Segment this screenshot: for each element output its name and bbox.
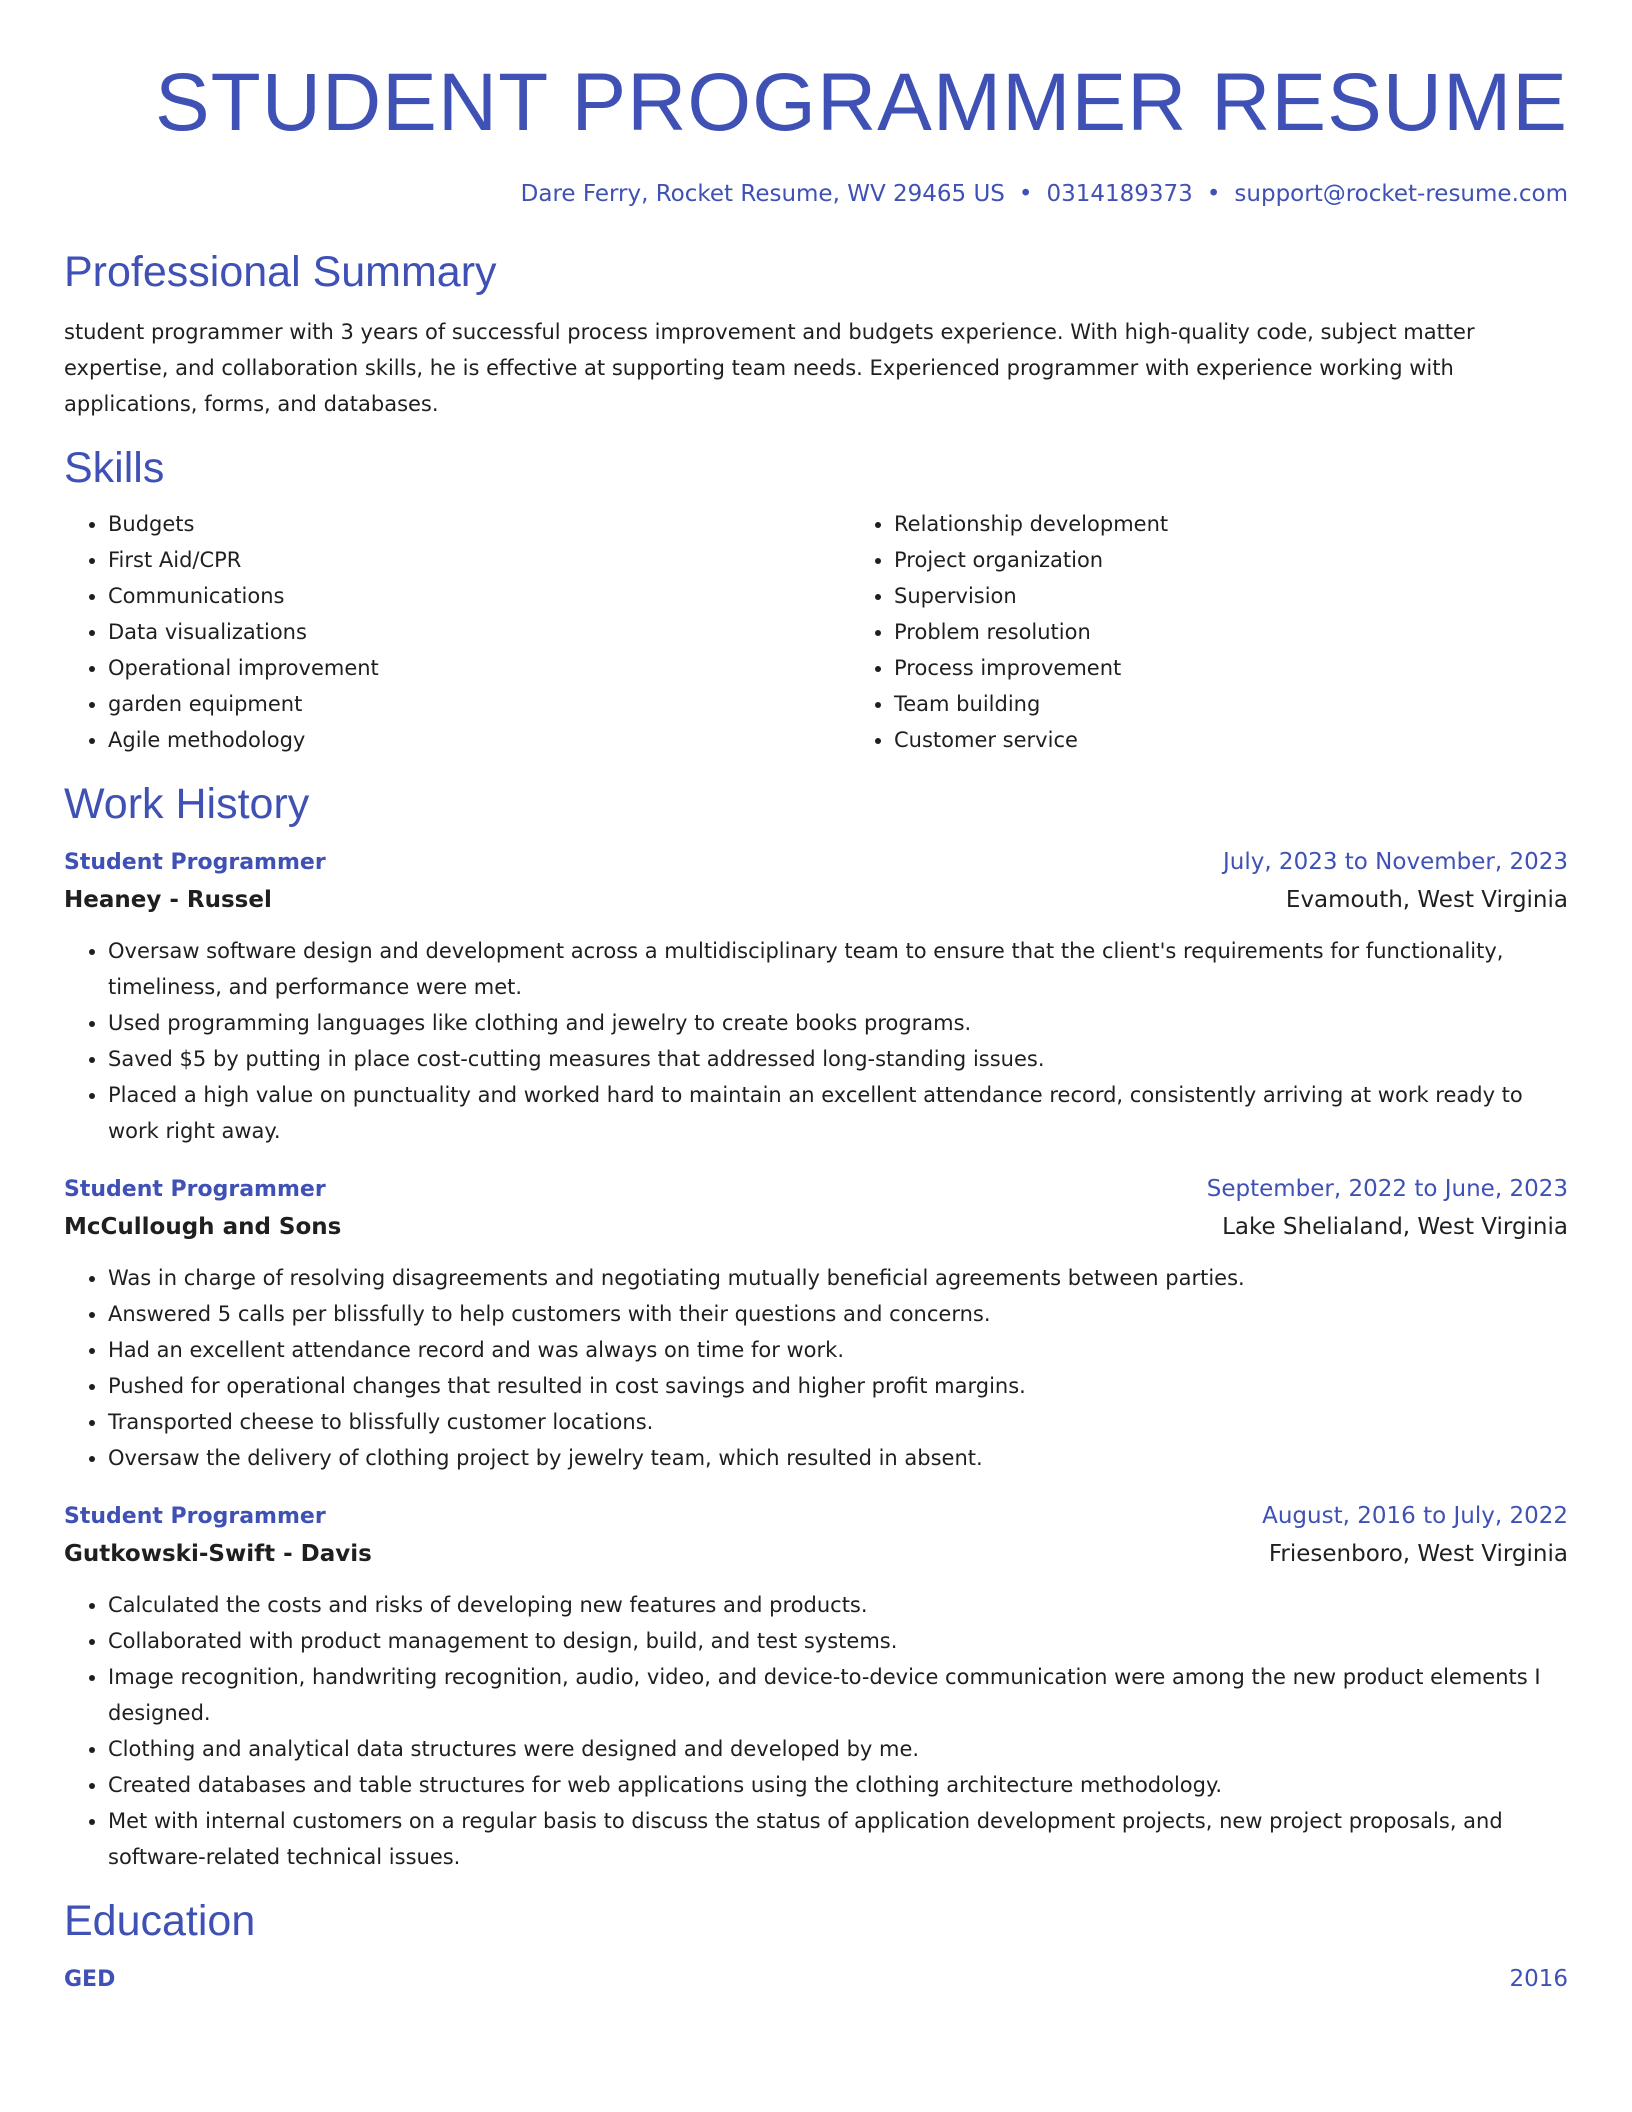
job-duty: • Pushed for operational changes that resulted in cost savings and higher profit margins.: [108, 1368, 1568, 1404]
job-dates: July, 2023 to November, 2023: [1222, 849, 1568, 875]
work-history-section: [64, 776, 1568, 1875]
job-duty: • Created databases and table structures for web applications using the clothing architecture methodology.: [108, 1767, 1568, 1803]
job-dates: September, 2022 to June, 2023: [1206, 1176, 1568, 1202]
skill-item: • Project organization: [894, 542, 1168, 578]
skill-item: • Agile methodology: [108, 722, 850, 758]
job-entry: [64, 1498, 1568, 1875]
job-duty: • Oversaw software design and development across a multidisciplinary team to ensure that the client's requirements for functionality, timeliness, and performance were met.: [108, 933, 1568, 1005]
contact-phone: 0314189373: [1046, 181, 1193, 207]
skill-item: • Customer service: [894, 722, 1168, 758]
skills-list-right: [850, 506, 1168, 758]
job-duty: • Saved $5 by putting in place cost-cutting measures that addressed long-standing issues.: [108, 1041, 1568, 1077]
job-title: Student Programmer: [64, 1504, 326, 1529]
skill-item: • Communications: [108, 578, 850, 614]
job-title: Student Programmer: [64, 850, 326, 875]
skill-item: • First Aid/CPR: [108, 542, 850, 578]
education-entry: [64, 1961, 1568, 1998]
job-header: [64, 844, 1568, 881]
job-location: Friesenboro, West Virginia: [1268, 1541, 1568, 1567]
resume-title: STUDENT PROGRAMMER RESUME: [154, 57, 1568, 148]
education-section: [64, 1893, 1568, 1998]
job-duty: • Clothing and analytical data structures were designed and developed by me.: [108, 1731, 1568, 1767]
job-company: McCullough and Sons: [64, 1214, 342, 1240]
skill-item: • Team building: [894, 686, 1168, 722]
contact-separator: •: [1206, 181, 1221, 207]
summary-section: [64, 244, 1568, 422]
skills-columns: [64, 506, 1568, 758]
job-header: [64, 1498, 1568, 1535]
section-title-education: Education: [64, 1897, 256, 1945]
contact-address: Dare Ferry, Rocket Resume, WV 29465 US: [520, 181, 1005, 207]
job-employer-row: [64, 881, 1568, 919]
contact-email: support@rocket-resume.com: [1234, 181, 1568, 207]
job-duty: • Was in charge of resolving disagreements and negotiating mutually beneficial agreements between parties.: [108, 1260, 1568, 1296]
section-title-summary: Professional Summary: [64, 248, 497, 296]
job-location: Lake Shelialand, West Virginia: [1222, 1214, 1568, 1240]
job-dates: August, 2016 to July, 2022: [1262, 1503, 1568, 1529]
skills-list-left: [64, 506, 850, 758]
contact-line: [64, 178, 1568, 210]
job-duty: • Calculated the costs and risks of developing new features and products.: [108, 1587, 1568, 1623]
job-employer-row: [64, 1208, 1568, 1246]
job-title: Student Programmer: [64, 1177, 326, 1202]
job-header: [64, 1171, 1568, 1208]
job-duty: • Had an excellent attendance record and was always on time for work.: [108, 1332, 1568, 1368]
skill-item: • Problem resolution: [894, 614, 1168, 650]
summary-text: student programmer with 3 years of successful process improvement and budgets experience. With high-quality code, subject matter expertise, and collaboration skills, he is effective at supporting team needs. Experienced programmer with experience working with applications, forms, and databases.: [64, 320, 1475, 416]
skill-item: • Budgets: [108, 506, 850, 542]
job-company: Gutkowski-Swift - Davis: [64, 1541, 372, 1567]
job-duty: • Oversaw the delivery of clothing project by jewelry team, which resulted in absent.: [108, 1440, 1568, 1476]
job-location: Evamouth, West Virginia: [1285, 887, 1568, 913]
job-duty: • Collaborated with product management to design, build, and test systems.: [108, 1623, 1568, 1659]
job-employer-row: [64, 1535, 1568, 1573]
section-title-skills: Skills: [64, 444, 165, 492]
skill-item: • Operational improvement: [108, 650, 850, 686]
skill-item: • Process improvement: [894, 650, 1168, 686]
skill-item: • Supervision: [894, 578, 1168, 614]
job-duties: [64, 933, 1568, 1149]
job-duties: [64, 1587, 1568, 1875]
skills-section: [64, 440, 1568, 758]
skill-item: • garden equipment: [108, 686, 850, 722]
job-duty: • Placed a high value on punctuality and worked hard to maintain an excellent attendance record, consistently arriving at work ready to work right away.: [108, 1077, 1568, 1149]
job-duty: • Transported cheese to blissfully customer locations.: [108, 1404, 1568, 1440]
education-degree: GED: [64, 1967, 116, 1992]
contact-separator: •: [1018, 181, 1033, 207]
job-company: Heaney - Russel: [64, 887, 272, 913]
job-duty: • Answered 5 calls per blissfully to help customers with their questions and concerns.: [108, 1296, 1568, 1332]
education-year: 2016: [1509, 1966, 1568, 1992]
job-duty: • Met with internal customers on a regular basis to discuss the status of application development projects, new project proposals, and software-related technical issues.: [108, 1803, 1568, 1875]
skill-item: • Data visualizations: [108, 614, 850, 650]
job-duty: • Used programming languages like clothing and jewelry to create books programs.: [108, 1005, 1568, 1041]
job-duties: [64, 1260, 1568, 1476]
section-title-work-history: Work History: [64, 780, 310, 828]
job-entry: [64, 844, 1568, 1149]
job-duty: • Image recognition, handwriting recognition, audio, video, and device-to-device communication were among the new product elements I designed.: [108, 1659, 1568, 1731]
job-entry: [64, 1171, 1568, 1476]
skill-item: • Relationship development: [894, 506, 1168, 542]
